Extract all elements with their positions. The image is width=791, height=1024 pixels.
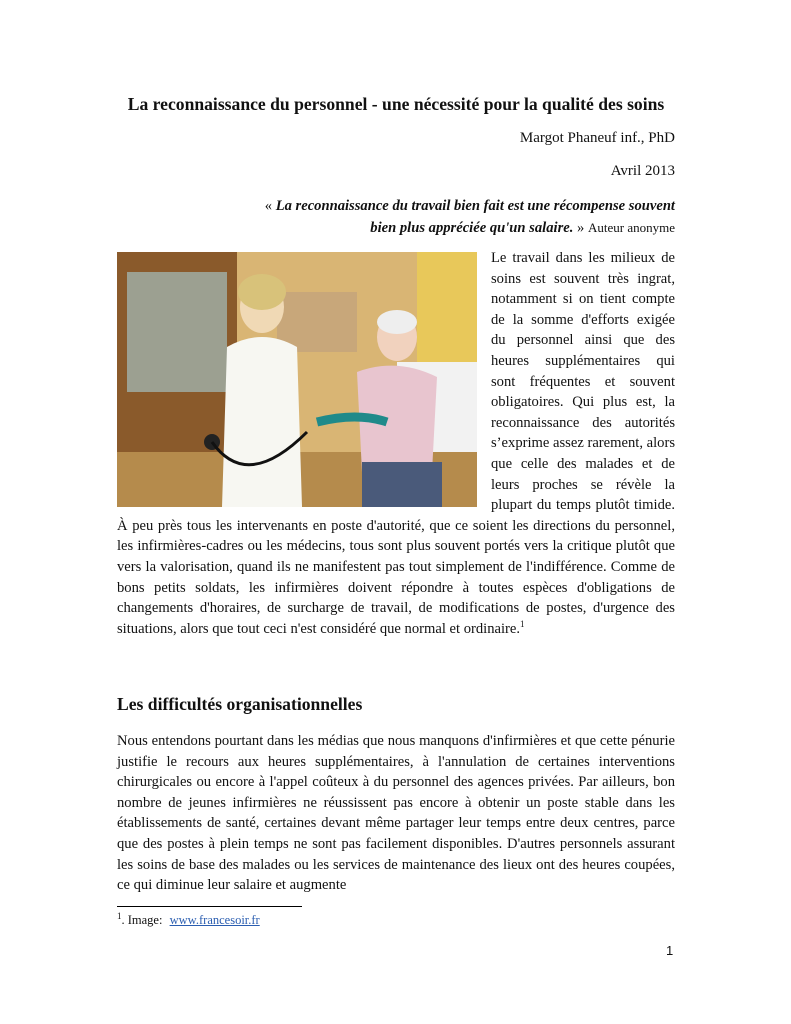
- section-heading: Les difficultés organisationnelles: [117, 694, 363, 714]
- author-line: Margot Phaneuf inf., PhD: [519, 130, 675, 146]
- intro-paragraph: [117, 248, 675, 639]
- quote-text: La reconnaissance du travail bien fait est une récompense souvent bien plus appréciée qu'un salaire.: [275, 198, 675, 236]
- document-page: [117, 0, 675, 1024]
- document-title: La reconnaissance du personnel - une nécessité pour la qualité des soins: [127, 94, 665, 114]
- section-paragraph: Nous entendons pourtant dans les médias que nous manquons d'infirmières et que cette pénurie justifie le recours aux heures supplémentaires, à l'annulation de certaines interventions chirurgicales ou encore à l'appel coûteux à du personnel des agences privées. Par ailleurs, bon nombre de jeunes infirmières ne réussissent pas encore à obtenir un poste stable dans les établissements de santé, certaines devant même partager leur temps entre deux centres, parce que des postes à plein temps ne sont pas facilement disponibles. D'autres personnels assurant les soins de base des malades ou les services de maintenance des lieux ont des heures coupées, ce qui diminue leur salaire et augmente: [117, 733, 675, 894]
- nurse-patient-photo: [117, 252, 477, 507]
- epigraph-quote: [255, 196, 675, 239]
- footnote-reference: 1: [520, 618, 525, 629]
- footnote-label: . Image:: [121, 913, 163, 927]
- quote-close-mark: »: [577, 220, 585, 236]
- page-number: 1: [666, 943, 674, 958]
- quote-attribution: Auteur anonyme: [587, 220, 675, 235]
- quote-open-mark: «: [264, 198, 273, 214]
- footnote-number: 1: [117, 910, 122, 921]
- date-line: Avril 2013: [610, 163, 675, 179]
- footnote-separator: [117, 906, 302, 907]
- footnote: [117, 910, 260, 928]
- intro-text: Le travail dans les milieux de soins est souvent très ingrat, notamment si on tient compte de la somme d'efforts exigée du personnel ainsi que des heures supplémentaires qui sont fréquentes et souvent obligatoires. Qui plus est, la reconnaissance des autorités s’exprime assez rarement, alors que celle des malades et de leurs proches se révèle la plupart du temps plutôt timide. À peu près tous les intervenants en poste d'autorité, que ce soient les directions du personnel, les infirmières-cadres ou les médecins, tous sont plus souvent portés vers la critique plutôt que vers la valorisation, quand ils ne manifestent pas tout simplement de l'indifférence. Comme de bons petits soldats, les infirmières doivent répondre à toutes espèces d'obligations de changements d'horaires, de surcharge de travail, de modifications de postes, d'urgence des situations, alors que tout ceci n'est considéré que normal et ordinaire.: [117, 250, 675, 637]
- footnote-link[interactable]: www.francesoir.fr: [169, 913, 260, 927]
